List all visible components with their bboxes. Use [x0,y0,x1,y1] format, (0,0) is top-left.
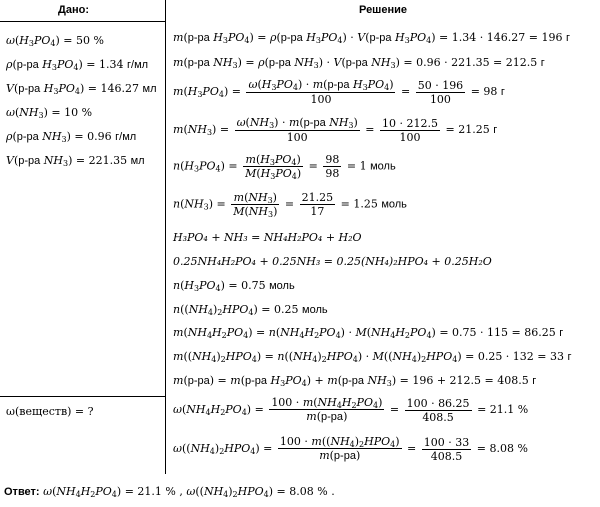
given-omega-h3po4: $\omega(H_3PO_4) = 50$ % [6,34,104,48]
solution-line-15: $\omega((NH_4)_2HPO_4)$ = $\frac{100 \cdot m((NH_4)_2HPO_4)}{m(р-ра)}$ = $\frac{100 \cdot 33}{408.5}$ = 8.08 % [173,435,528,463]
solution-line-8: 0.25NH₄H₂PO₄ + 0.25NH₃ = 0.25(NH₄)₂HPO₄ + 0.25H₂O [173,255,492,268]
solution-line-10: $n((NH_4)_2HPO_4) = 0.25$ моль [173,303,328,317]
given-rho-h3po4: ρ(р-ра $H_3PO_4) = 1.34$ г/мл [6,58,149,72]
solution-line-14: $\omega(NH_4H_2PO_4)$ = $\frac{100 \cdot m(NH_4H_2PO_4)}{m(р-ра)}$ = $\frac{100 \cdot 86.25}{408.5}$ = 21.1 % [173,396,529,424]
solution-line-5: $n(H_3PO_4)$ = $\frac{m(H_3PO_4)}{M(H_3PO_4)}$ = $\frac{98}{98}$ = 1 моль [173,153,396,181]
answer-line: Ответ: $\omega(NH_4H_2PO_4) = 21.1$ % , $\omega((NH_4)_2HPO_4) = 8.08$ % . [4,485,335,499]
find-divider [0,396,165,397]
given-rho-nh3: ρ(р-ра $NH_3) = 0.96$ г/мл [6,130,137,144]
solution-line-12: $m((NH_4)_2HPO_4) = n((NH_4)_2HPO_4) \cdot M((NH_4)_2HPO_4) = 0.25 \cdot 132 = 33$ г [173,350,572,364]
solution-line-6: $n(NH_3)$ = $\frac{m(NH_3)}{M(NH_3)}$ = $\frac{21.25}{17}$ = 1.25 моль [173,191,407,219]
solution-header: Решение [359,4,407,16]
solution-line-9: $n(H_3PO_4) = 0.75$ моль [173,279,295,293]
given-header-divider [0,21,165,22]
given-header: Дано: [58,4,89,16]
solution-line-4: $m(NH_3)$ = $\frac{\omega(NH_3) \cdot m(р-ра NH_3)}{100}$ = $\frac{10 \cdot 212.5}{100}$ = 21.25 г [173,116,498,144]
find-label: ω(веществ) = ? [6,405,94,418]
solution-line-3: $m(H_3PO_4)$ = $\frac{\omega(H_3PO_4) \cdot m(р-ра H_3PO_4)}{100}$ = $\frac{50 \cdot 196}{100}$ = 98 г [173,78,505,106]
given-omega-nh3: $\omega(NH_3) = 10$ % [6,106,93,120]
given-v-h3po4: V(р-ра $H_3PO_4) = 146.27$ мл [6,82,157,96]
solution-line-7: H₃PO₄ + NH₃ = NH₄H₂PO₄ + H₂O [173,231,362,244]
column-divider [165,0,166,474]
solution-line-1: m(р-ра $H_3PO_4) = \rho(р-ра$ $H_3PO_4) \cdot V(р-ра$ $H_3PO_4) = 1.34 \cdot 146.27 = 196$ г [173,31,570,45]
solution-line-13: m(р-ра) = m(р-ра $H_3PO_4) + m(р-ра$ $NH_3) = 196 + 212.5 = 408.5$ г [173,374,537,388]
given-v-nh3: V(р-ра $NH_3) = 221.35$ мл [6,154,145,168]
solution-line-2: m(р-ра $NH_3) = \rho(р-ра$ $NH_3) \cdot V(р-ра$ $NH_3) = 0.96 \cdot 221.35 = 212.5$ г [173,56,545,70]
solution-line-11: $m(NH_4H_2PO_4) = n(NH_4H_2PO_4) \cdot M(NH_4H_2PO_4) = 0.75 \cdot 115 = 86.25$ г [173,326,564,340]
